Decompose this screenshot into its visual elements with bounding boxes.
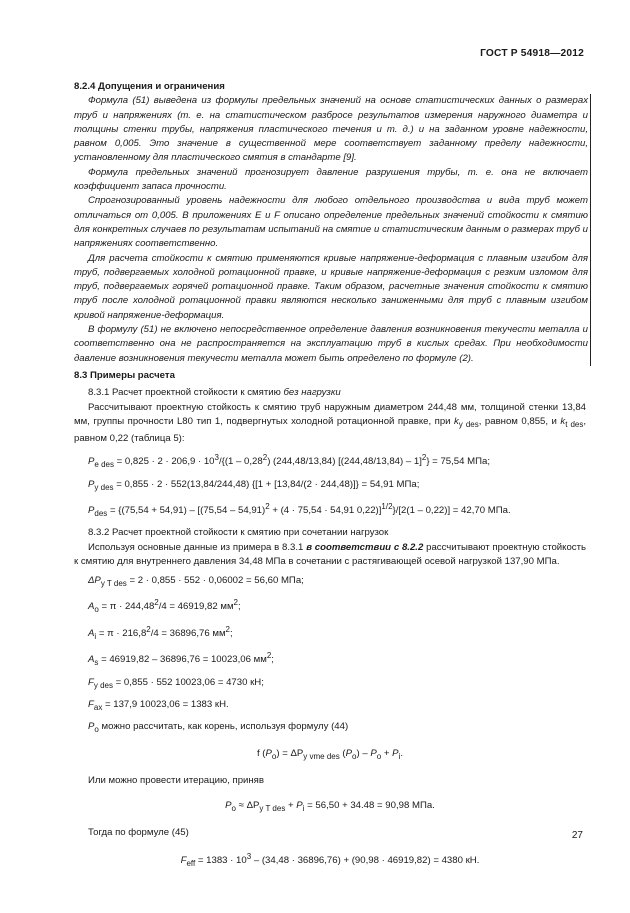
paragraph: Формула (51) выведена из формулы предельных значений на основе статистических данных о размерах труб и напряжениях (т. е. на статистическом разбросе результатов измерения наружного диаметра и толщины стенки трубы, напряжения пластического течения и т. д.) и на заданном уровне надежности, равном 0,005. Это значение в существенной мере соответствует заданному пределу надежности, установленному для пластического смятия в стандарте [9]. xyxy=(74,95,588,164)
paragraph: Рассчитывают проектную стойкость к смятию труб наружным диаметром 244,48 мм, толщиной стенки 13,84 мм, группы прочности L80 тип 1, подвергнутых холодной ротационной правке, при $k_{y des}$, равном 0,855, и $k_{t des}$, равном 0,22 (таблица 5): xyxy=(74,401,587,445)
formula-delta-py-t-des: $\Delta P_{y T des} = 2 \cdot 0,855 \cdot 552 \cdot 0,06002 = 56,60$ МПа; xyxy=(88,575,304,589)
paragraph: Или можно провести итерацию, приняв xyxy=(88,775,264,787)
paragraph: Используя основные данные из примера в 8.3.1 в соответствии с 8.2.2 рассчитывают проектную стойкость к смятию для внутреннего давления 34,48 МПа в сочетании с растягивающей осевой нагрузкой 137,90 МПа. xyxy=(74,541,587,567)
formula-pe-des: $P_{e des} = 0,825 \cdot 2 \cdot 206,9 \cdot 10^3/\{(1 - 0,28^2)$ (244,48/13,84) [(244,48/13,84) – 1]$^2$} = 75,54 МПа; xyxy=(88,453,491,470)
paragraph: В формулу (51) не включено непосредственное определение давления возникновения текучести металла и соответственно она не распространяется на эксплуатацию труб в кислых средах. При необходимости давление возникновения текучести металла может быть определено по формуле (2). xyxy=(74,324,588,364)
formula-fax: $F_{ax} = 137,9$ 10023,06 = 1383 кН. xyxy=(88,698,229,712)
formula-ao: $A_o = \pi \cdot 244,48^2/4 = 46919,82$ $мм^2$; xyxy=(88,598,241,615)
section-heading-8-2-4: 8.2.4 Допущения и ограничения xyxy=(74,81,225,92)
document-code-header: ГОСТ Р 54918—2012 xyxy=(480,48,584,59)
formula-p-des: $P_{des} = \{(75,54 + 54,91) - [(75,54 - 54,91)^2 + (4 \cdot 75,54 \cdot 54,91$ 0,22)]$^{1/2}$}/[2(1 – 0,22)] = 42,70 МПа. xyxy=(88,501,511,519)
paragraph: Спрогнозированный уровень надежности для любого отдельного производства и вида труб может отличаться от 0,005. В приложениях Е и F описано определение предельных значений стойкости к смятию для конкретных случаев по результатам испытаний на смятие и статистическим данным о размерах труб и напряжениях соответственно. xyxy=(74,195,588,250)
formula-ai: $A_i = \pi \cdot 216,8^2/4 = 36896,76$ $мм^2$; xyxy=(88,624,233,641)
paragraph: Тогда по формуле (45) xyxy=(88,826,189,838)
paragraph: Для расчета стойкости к смятию применяются кривые напряжение-деформация с плавным изгибом для труб, подвергаемых холодной ротационной правке, и кривые напряжение-деформация с резким изломом для труб, подвергаемых горячей ротационной правке. Таким образом, расчетные значения стойкости к смятию труб после холодной ротационной правки являются несколько заниженными для труб с плавным изгибом кривой напряжение-деформация. xyxy=(74,252,588,321)
paragraph: Формула предельных значений прогнозирует давление разрушения трубы, т. е. она не включает коэффициент запаса прочности. xyxy=(74,166,588,193)
subsection-8-3-1-heading: 8.3.1 Расчет проектной стойкости к смятию без нагрузки xyxy=(88,387,341,399)
page-number: 27 xyxy=(571,830,583,841)
italic-revised-block xyxy=(74,94,591,366)
formula-py-des: $P_{y des} = 0,855 \cdot 2 \cdot 552(13,84/244,48) \{[1 + [13,84/(2 \cdot 244,48)]\} = 54,91$ МПа; xyxy=(88,478,420,492)
equation-44: f $(P_o) = \Delta P_{y vme des}$ $(P_o) - P_o + P_i$. xyxy=(256,748,404,762)
page-content xyxy=(74,80,586,872)
formula-as: $A_s = 46919,82 - 36896,76 = 10023,06$ $мм^2$; xyxy=(88,651,274,668)
subsection-8-3-2-heading: 8.3.2 Расчет проектной стойкости к смятию при сочетании нагрузок xyxy=(88,527,389,539)
section-heading-8-3: 8.3 Примеры расчета xyxy=(74,369,175,381)
formula-fy-des: $F_{y des} = 0,855 \cdot 552$ 10023,06 = 4730 кН; xyxy=(88,676,264,690)
equation-45: $F_{eff} = 1383 \cdot 10^3 - (34,48 \cdot 36896,76) + (90,98 \cdot 46919,82) = 4380$ кН. xyxy=(180,852,480,869)
paragraph: $P_o$ можно рассчитать, как корень, используя формулу (44) xyxy=(88,720,349,734)
equation-iteration: $P_o \approx \Delta P_{y T des} + P_i = 56,50 + 34.48 = 90,98$ МПа. xyxy=(225,799,435,813)
